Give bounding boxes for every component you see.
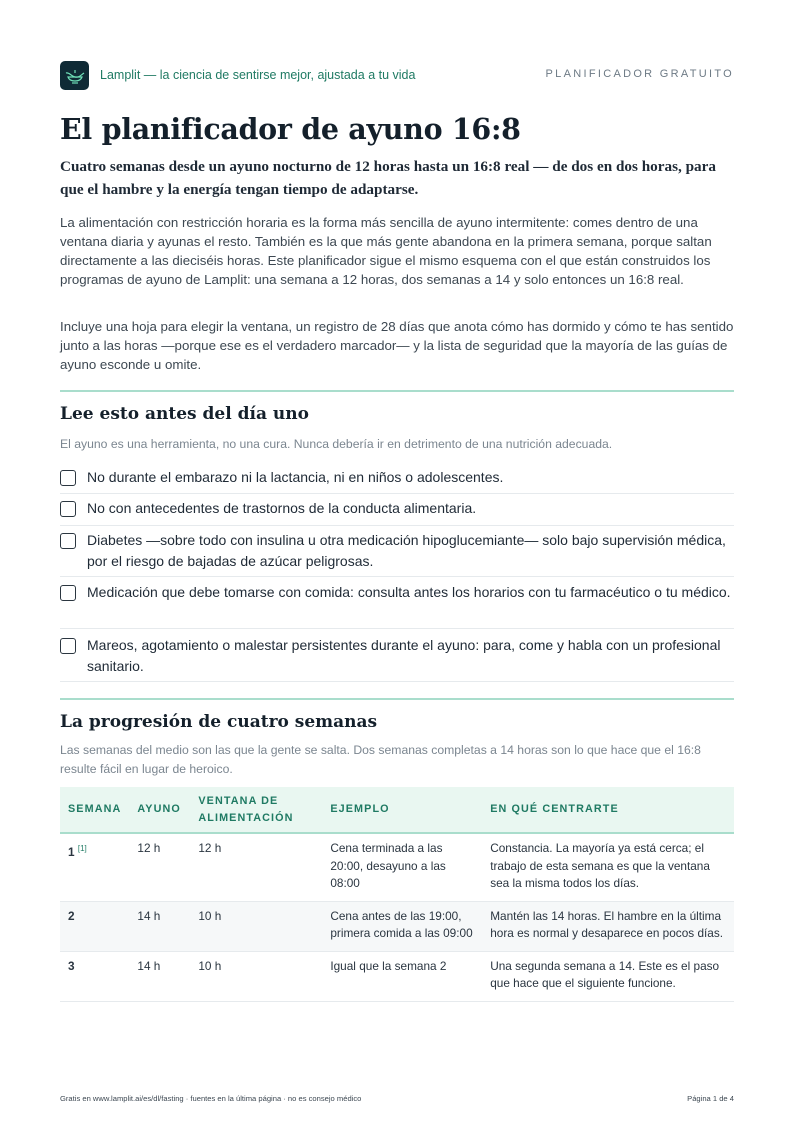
fast-cell: 14 h <box>129 901 190 951</box>
free-planner-badge: PLANIFICADOR GRATUITO <box>545 68 734 80</box>
safety-item-text: Medicación que debe tomarse con comida: consulta antes los horarios con tu farmacéutico o tu médico. <box>87 584 731 600</box>
footer-source-note: Gratis en www.lamplit.ai/es/dl/fasting · fuentes en la última página · no es consejo médico <box>60 1094 362 1103</box>
checkbox[interactable] <box>60 638 76 654</box>
safety-item-text: Diabetes —sobre todo con insulina u otra medicación hipoglucemiante— solo bajo supervisión médica, por el riesgo de bajadas de azúcar peligrosas. <box>87 532 726 569</box>
lamp-icon <box>64 68 86 84</box>
safety-check-item[interactable] <box>60 467 734 494</box>
safety-check-item[interactable] <box>60 530 734 577</box>
fast-cell: 12 h <box>129 833 190 901</box>
table-row <box>60 833 734 901</box>
safety-check-item[interactable] <box>60 498 734 526</box>
footnote-ref[interactable]: [1] <box>77 844 87 853</box>
week-cell <box>60 833 129 901</box>
safety-heading: Lee esto antes del día uno <box>60 404 309 424</box>
window-cell: 10 h <box>190 901 322 951</box>
page-subtitle: Cuatro semanas desde un ayuno nocturno de 12 horas hasta un 16:8 real — de dos en dos horas, para que el hambre y la energía tengan tiempo de adaptarse. <box>60 158 716 198</box>
safety-item-text: No durante el embarazo ni la lactancia, ni en niños o adolescentes. <box>87 469 504 485</box>
week-number: 3 <box>68 958 75 973</box>
checkbox[interactable] <box>60 501 76 517</box>
table-row <box>60 901 734 951</box>
section-divider <box>60 390 734 392</box>
column-header: EN QUÉ CENTRARTE <box>482 787 734 833</box>
column-header: VENTANA DE ALIMENTACIÓN <box>190 787 322 833</box>
brand-tagline: Lamplit — la ciencia de sentirse mejor, ajustada a tu vida <box>100 68 416 82</box>
progression-heading: La progresión de cuatro semanas <box>60 712 378 732</box>
checkbox[interactable] <box>60 533 76 549</box>
week-number: 2 <box>68 908 75 923</box>
page-number: Página 1 de 4 <box>687 1094 734 1103</box>
column-header: AYUNO <box>129 787 190 833</box>
intro-paragraph-1: La alimentación con restricción horaria es la forma más sencilla de ayuno intermitente: comes dentro de una ventana diaria y ayunas el resto. También es la que más gente abandona en la primera semana, porque saltan directamente a las dieciséis horas. Este planificador sigue el mismo esquema con el que están construidos los programas de ayuno de Lamplit: una semana a 12 horas, dos semanas a 14 y solo entonces un 16:8 real. <box>60 215 712 287</box>
safety-item-text: Mareos, agotamiento o malestar persistentes durante el ayuno: para, come y habla con un profesional sanitario. <box>87 637 721 674</box>
example-cell: Cena antes de las 19:00, primera comida a las 09:00 <box>322 901 482 951</box>
focus-cell: Constancia. La mayoría ya está cerca; el trabajo de esta semana es que la ventana sea la misma todos los días. <box>482 833 734 901</box>
fast-cell: 14 h <box>129 951 190 1001</box>
window-cell: 12 h <box>190 833 322 901</box>
column-header: EJEMPLO <box>322 787 482 833</box>
example-cell: Cena terminada a las 20:00, desayuno a las 08:00 <box>322 833 482 901</box>
progression-table <box>60 787 734 1002</box>
section-divider <box>60 698 734 700</box>
intro-paragraph-2: Incluye una hoja para elegir la ventana, un registro de 28 días que anota cómo has dormido y cómo te has sentido junto a las horas —porque ese es el verdadero marcador— y la lista de seguridad que la mayoría de las guías de ayuno esconde u omite. <box>60 319 734 372</box>
safety-item-text: No con antecedentes de trastornos de la conducta alimentaria. <box>87 500 477 516</box>
safety-note: El ayuno es una herramienta, no una cura. Nunca debería ir en detrimento de una nutrición adecuada. <box>60 437 613 451</box>
week-cell <box>60 901 129 951</box>
safety-check-item[interactable] <box>60 582 734 629</box>
progression-note: Las semanas del medio son las que la gente se salta. Dos semanas completas a 14 horas son lo que hace que el 16:8 resulte fácil en lugar de heroico. <box>60 743 701 776</box>
column-header: SEMANA <box>60 787 129 833</box>
table-header-row <box>60 787 734 833</box>
window-cell: 10 h <box>190 951 322 1001</box>
table-row <box>60 951 734 1001</box>
safety-check-item[interactable] <box>60 635 734 682</box>
page-title: El planificador de ayuno 16:8 <box>60 112 521 146</box>
focus-cell: Una segunda semana a 14. Este es el paso que hace que el siguiente funcione. <box>482 951 734 1001</box>
week-number: 1 <box>68 844 75 859</box>
checkbox[interactable] <box>60 585 76 601</box>
logo <box>60 61 89 90</box>
week-cell <box>60 951 129 1001</box>
focus-cell: Mantén las 14 horas. El hambre en la última hora es normal y desaparece en pocos días. <box>482 901 734 951</box>
header <box>60 61 734 91</box>
page-footer <box>60 1094 734 1103</box>
checkbox[interactable] <box>60 470 76 486</box>
example-cell: Igual que la semana 2 <box>322 951 482 1001</box>
